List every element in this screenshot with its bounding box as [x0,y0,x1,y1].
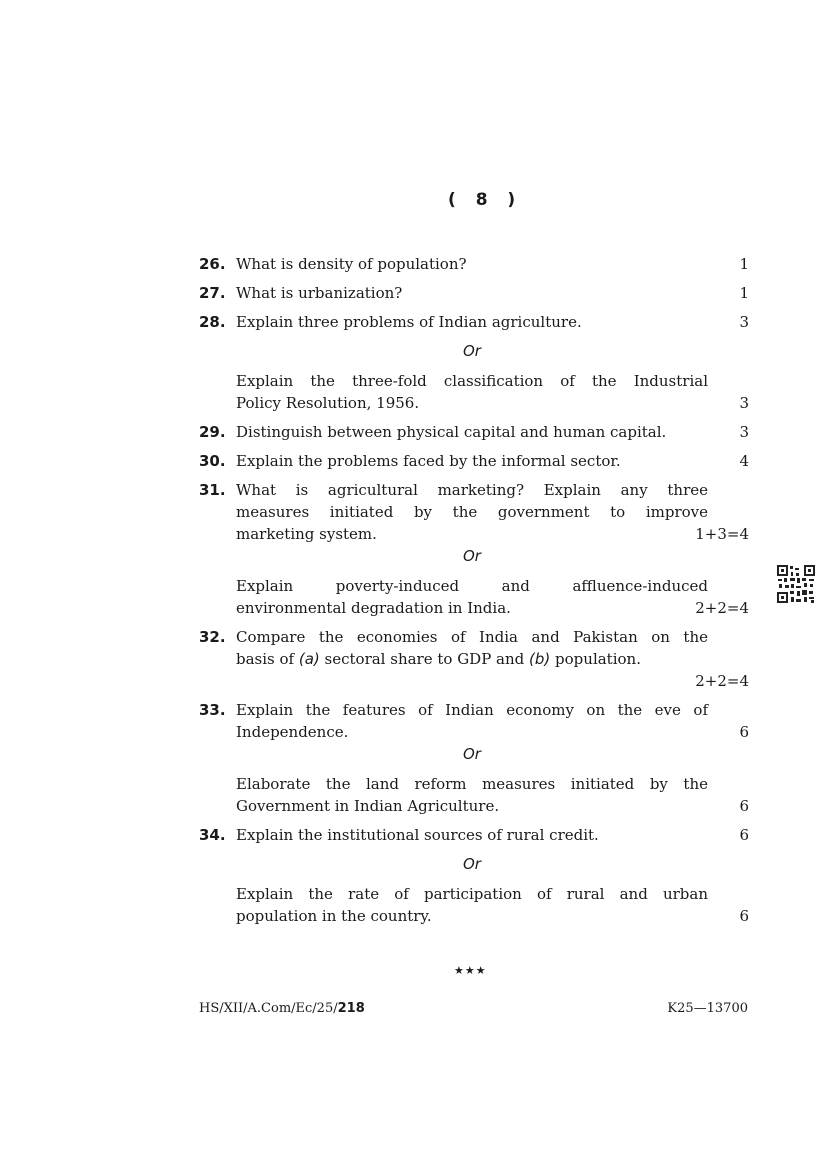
question-marks: 1+3=4 [695,525,749,543]
question-32 [199,626,749,648]
page-number: ( 8 ) [448,190,522,210]
alternative-question-line: Explain the three-fold classification of the Industrial [236,372,708,390]
question-marks: 3 [739,423,749,441]
alternative-question-line: Explain the rate of participation of rural and urban [236,885,708,903]
or-separator: Or [463,547,481,565]
paper-code: HS/XII/A.Com/Ec/25/218 [199,1001,365,1016]
question-marks: 1 [739,284,749,302]
questions-list [199,253,749,927]
question-marks: 6 [739,826,749,844]
question-28 [199,311,749,333]
question-33 [199,699,749,721]
alternative-question-line: Government in Indian Agriculture. 6 [236,797,749,815]
question-26 [199,253,749,275]
or-separator: Or [463,342,481,360]
question-text-line: basis of (a) sectoral share to GDP and (b) population. [236,650,641,668]
question-34 [199,824,749,846]
question-number: 32. [199,628,226,646]
question-27 [199,282,749,304]
question-text: What is density of population? [236,255,467,273]
question-marks: 4 [739,452,749,470]
question-marks: 1 [739,255,749,273]
question-text: Explain the institutional sources of rural credit. [236,826,599,844]
question-number: 27. [199,284,226,302]
question-marks: 2+2=4 [695,599,749,617]
question-30 [199,450,749,472]
question-text-line: Independence. 6 [236,723,749,741]
or-separator: Or [463,855,481,873]
question-text: What is urbanization? [236,284,403,302]
question-marks: 6 [739,723,749,741]
alternative-question-line: Explain poverty-induced and affluence-induced [236,577,708,595]
question-31 [199,479,749,501]
question-text: Explain the features of Indian economy on the eve of [236,701,708,719]
question-number: 31. [199,481,226,499]
alternative-question-line: Policy Resolution, 1956. 3 [236,394,749,412]
question-text: Distinguish between physical capital and human capital. [236,423,667,441]
question-number: 29. [199,423,226,441]
question-marks-line [199,670,749,692]
end-of-paper-stars: ★★★ [454,964,487,977]
question-text-line: measures initiated by the government to improve [236,503,708,521]
question-marks: 3 [739,394,749,412]
alternative-question-line: environmental degradation in India. 2+2=4 [236,599,749,617]
question-text: Explain the problems faced by the informal sector. [236,452,621,470]
question-number: 33. [199,701,226,719]
question-text: Compare the economies of India and Pakistan on the [236,628,708,646]
question-marks: 2+2=4 [695,672,749,690]
question-marks: 6 [739,907,749,925]
question-marks: 3 [739,313,749,331]
question-text-line: marketing system. 1+3=4 [236,525,749,543]
print-code: K25—13700 [667,1001,748,1016]
or-separator: Or [463,745,481,763]
question-marks: 6 [739,797,749,815]
question-number: 26. [199,255,226,273]
alternative-question-line: population in the country. 6 [236,907,749,925]
question-number: 34. [199,826,226,844]
qr-code-icon [776,564,816,604]
question-text: Explain three problems of Indian agriculture. [236,313,582,331]
alternative-question-line: Elaborate the land reform measures initiated by the [236,775,708,793]
question-number: 28. [199,313,226,331]
question-number: 30. [199,452,226,470]
question-text: What is agricultural marketing? Explain any three [236,481,708,499]
question-29 [199,421,749,443]
